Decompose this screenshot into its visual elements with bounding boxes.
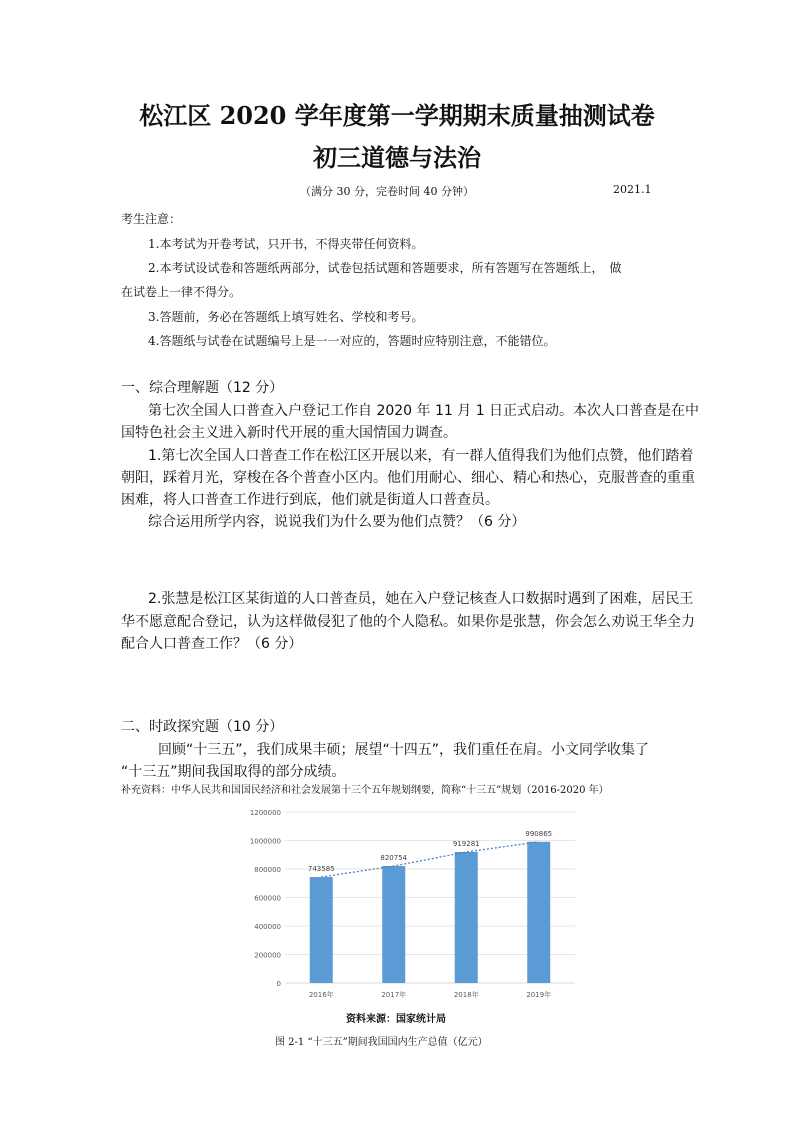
x-tick-label: 2018年: [453, 991, 479, 999]
q2-line: 配合人口普查工作？（6 分）: [121, 636, 303, 652]
supplement-note: 补充资料：中华人民共和国国民经济和社会发展第十三个五年规划纲要，简称“十三五”规划（2016-2020 年）: [121, 785, 609, 796]
exam-date: 2021.1: [613, 183, 652, 196]
bar-value-label: 743585: [307, 865, 335, 874]
y-tick-label: 200000: [254, 951, 281, 960]
section1-heading: 一、综合理解题（12 分）: [121, 380, 284, 396]
y-tick-label: 800000: [254, 866, 281, 874]
exam-title: 松江区 2020 学年度第一学期期末质量抽测试卷: [139, 101, 655, 130]
bar: [310, 877, 333, 983]
y-tick-label: 600000: [254, 894, 281, 903]
q2-line: 华不愿意配合登记，认为这样做侵犯了他的个人隐私。如果你是张慧，你会怎么劝说王华全力: [121, 614, 695, 630]
exam-subtitle: 初三道德与法治: [313, 143, 481, 172]
bar-value-label: 990865: [525, 829, 553, 838]
gdp-bar-chart: [240, 802, 580, 1007]
section1-intro-line: 第七次全国人口普查入户登记工作自 2020 年 11 月 1 日正式启动。本次人口普查是在中: [148, 403, 700, 419]
bar-value-label: 919281: [452, 840, 480, 849]
section1-intro-line: 国特色社会主义进入新时代开展的重大国情国力调查。: [121, 425, 457, 441]
notice-item: 3.答题前，务必在答题纸上填写姓名、学校和考号。: [148, 310, 424, 324]
exam-info: （满分 30 分，完卷时间 40 分钟）: [300, 185, 474, 198]
y-tick-label: 0: [276, 980, 281, 988]
bar: [527, 842, 550, 983]
chart-source: 资料来源：国家统计局: [346, 1014, 446, 1025]
q1-line: 困难，将人口普查工作进行到底，他们就是街道人口普查员。: [121, 492, 499, 508]
x-tick-label: 2017年: [381, 991, 407, 999]
notice-item: 2.本考试设试卷和答题纸两部分，试卷包括试题和答题要求，所有答题写在答题纸上， 做: [148, 261, 622, 275]
trend-line: [321, 842, 539, 877]
bar: [455, 852, 478, 983]
section2-heading: 二、时政探究题（10 分）: [121, 719, 284, 735]
x-tick-label: 2019年: [526, 991, 552, 999]
x-tick-label: 2016年: [308, 991, 334, 999]
bar-value-label: 820754: [380, 854, 408, 863]
y-tick-label: 400000: [254, 923, 281, 931]
q2-line: 2.张慧是松江区某街道的人口普查员，她在入户登记核查人口数据时遇到了困难，居民王: [148, 591, 694, 607]
notice-item: 1.本考试为开卷考试，只开书，不得夹带任何资料。: [148, 237, 424, 251]
chart-caption: 图 2-1 “十三五”期间我国国内生产总值（亿元）: [275, 1037, 488, 1048]
section2-intro-line: 回顾“十三五”，我们成果丰硕；展望“十四五”，我们重任在肩。小文同学收集了: [158, 742, 650, 758]
y-tick-label: 1000000: [249, 837, 281, 846]
q1-question: 综合运用所学内容，说说我们为什么要为他们点赞？（6 分）: [148, 514, 526, 530]
bar: [382, 866, 405, 983]
q1-line: 1.第七次全国人口普查工作在松江区开展以来，有一群人值得我们为他们点赞，他们踏着: [148, 448, 694, 464]
notice-item: 4.答题纸与试卷在试题编号上是一一对应的，答题时应特别注意，不能错位。: [148, 334, 556, 348]
section2-intro-line: “十三五”期间我国取得的部分成绩。: [121, 764, 346, 780]
y-tick-label: 1200000: [249, 809, 281, 817]
notice-item: 在试卷上一律不得分。: [121, 285, 242, 299]
notice-heading: 考生注意：: [121, 212, 182, 226]
q1-line: 朝阳，踩着月光，穿梭在各个普查小区内。他们用耐心、细心、精心和热心，克服普查的重重: [121, 470, 695, 486]
